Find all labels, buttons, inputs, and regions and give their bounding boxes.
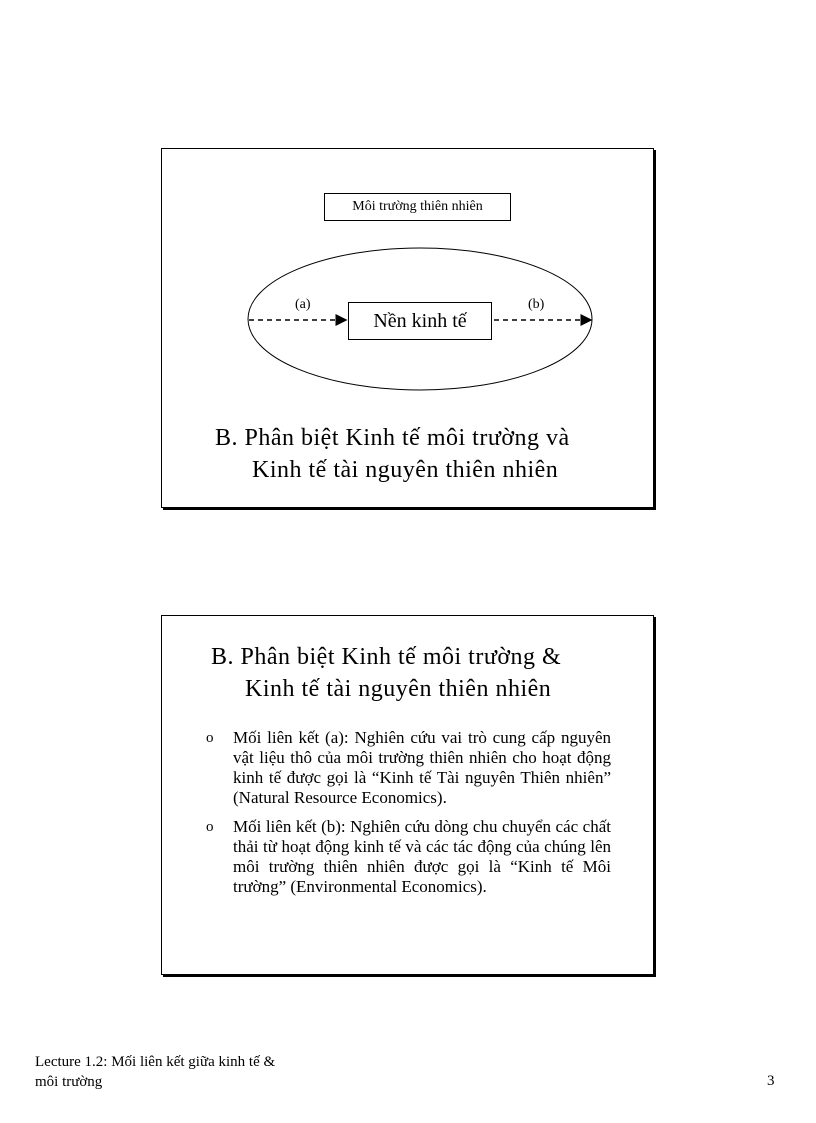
economy-label: Nền kinh tế (373, 309, 467, 332)
bullet-marker: o (206, 819, 214, 835)
slide-2-title-line-1: B. Phân biệt Kinh tế môi trường & (211, 644, 562, 670)
slide-1-title-line-1: B. Phân biệt Kinh tế môi trường và (215, 425, 570, 451)
page-number: 3 (767, 1073, 775, 1089)
slide-2-title (162, 641, 655, 705)
economy-diagram (162, 149, 655, 409)
bullet-marker: o (206, 730, 214, 746)
slide-2 (161, 615, 654, 975)
slide-2-title-line-2: Kinh tế tài nguyên thiên nhiên (245, 676, 552, 702)
slide-1 (161, 148, 654, 508)
link-a-label: (a) (295, 297, 311, 312)
slide-1-title (162, 422, 655, 486)
bullet-text: Mối liên kết (a): Nghiên cứu vai trò cung cấp nguyên vật liệu thô của môi trường thiên nhiên cho hoạt động kinh tế được gọi là “Kinh tế Tài nguyên Thiên nhiên” (Natural Resource Economics). (233, 728, 611, 807)
link-b-label: (b) (528, 297, 545, 312)
bullet-text: Mối liên kết (b): Nghiên cứu dòng chu chuyển các chất thải từ hoạt động kinh tế và các tác động của chúng lên môi trường thiên nhiên được gọi là “Kinh tế Môi trường” (Environmental Economics). (233, 817, 611, 896)
bullet-list (206, 728, 611, 906)
slide-1-title-line-2: Kinh tế tài nguyên thiên nhiên (252, 457, 559, 483)
lecture-footer-line-1: Lecture 1.2: Mối liên kết giữa kinh tế & (35, 1054, 276, 1070)
lecture-footer-line-2: môi trường (35, 1074, 103, 1090)
economy-box (348, 302, 492, 340)
natural-environment-label: Môi trường thiên nhiên (352, 199, 483, 214)
list-item (206, 817, 611, 897)
lecture-footer (35, 1052, 355, 1092)
list-item (206, 728, 611, 808)
